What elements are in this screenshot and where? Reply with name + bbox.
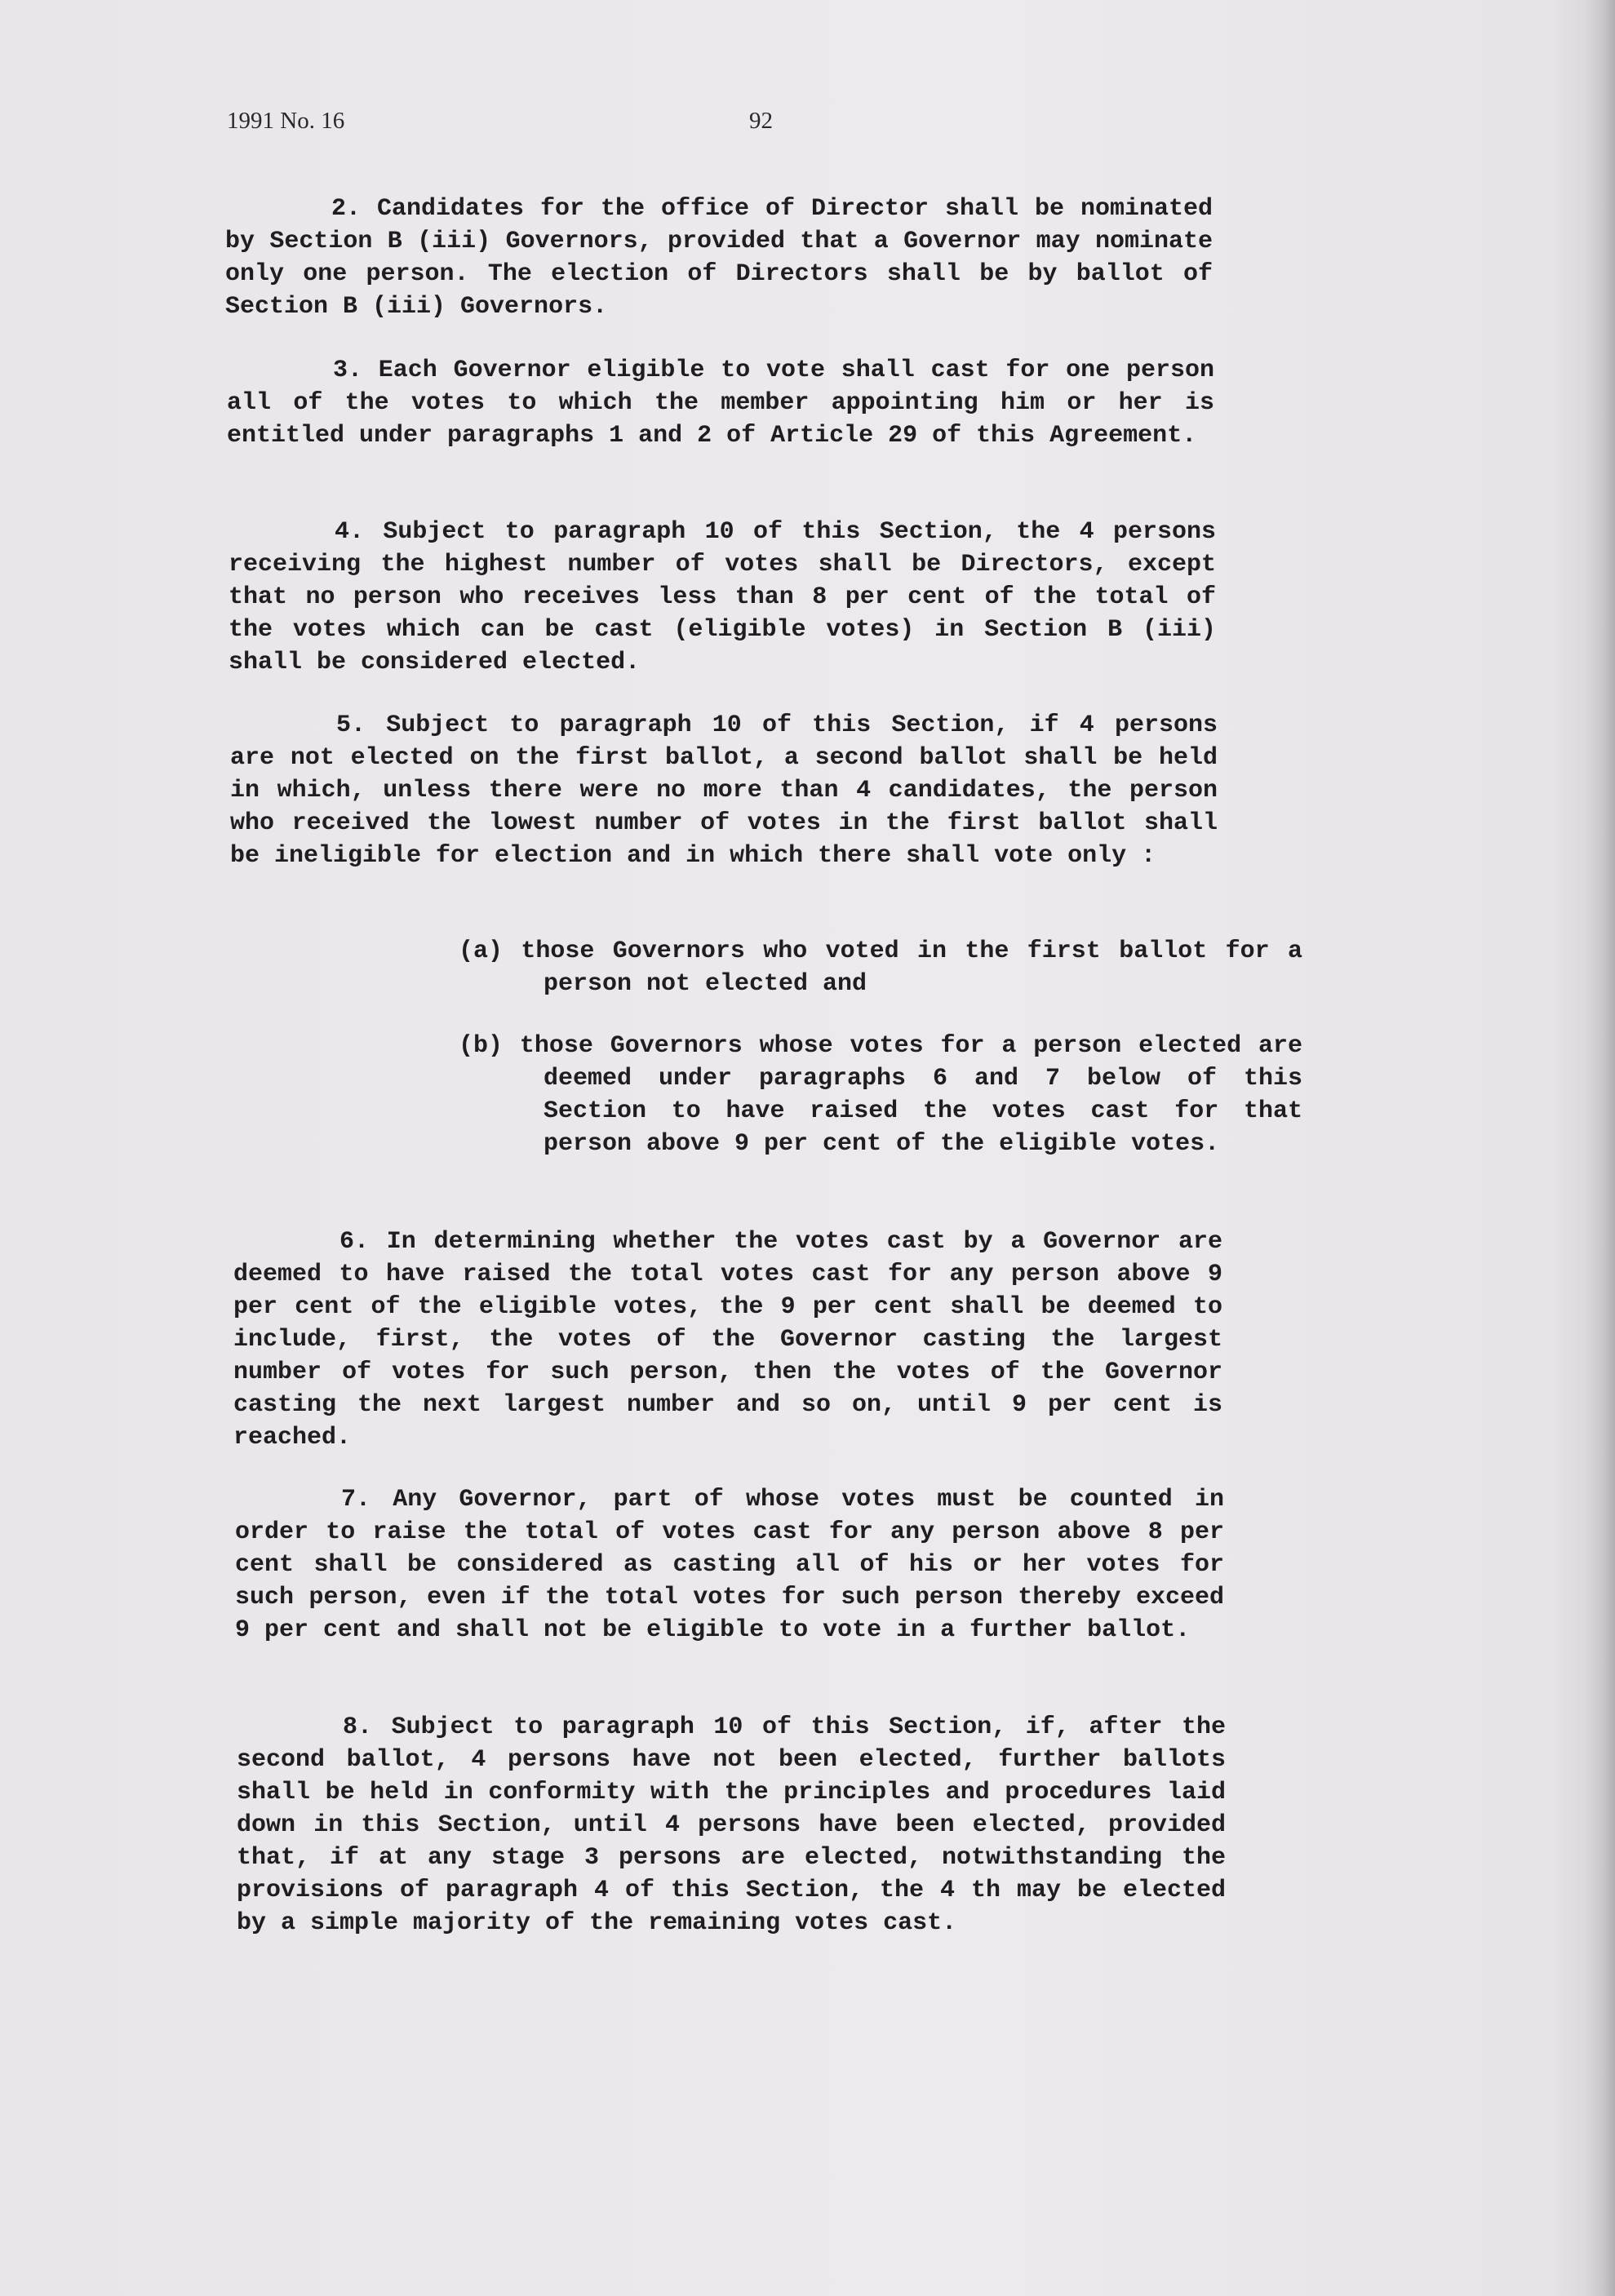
paragraph-5-item-b: (b) those Governors whose votes for a person elected are deemed under paragraphs 6 and 7 below of this Section to have raised the votes cast for that person above 9 per cent of the eligible votes.	[459, 1032, 1302, 1158]
page-edge-shadow	[1584, 0, 1615, 2296]
paragraph-5-item-a: (a) those Governors who voted in the first ballot for a person not elected and	[459, 937, 1302, 998]
page-number: 92	[749, 108, 773, 134]
paragraph-4: 4. Subject to paragraph 10 of this Section, the 4 persons receiving the highest number of votes shall be Directors, except that no person who receives less than 8 per cent of the total of the votes which can be cast (eligible votes) in Section B (iii) shall be considered elected.	[228, 518, 1216, 676]
paragraph-2: 2. Candidates for the office of Director shall be nominated by Section B (iii) Governors, provided that a Governor may nominate only one person. The election of Directors shall be by ballot of Section B (iii) Governors.	[225, 195, 1213, 321]
paragraph-7: 7. Any Governor, part of whose votes must be counted in order to raise the total of votes cast for any person above 8 per cent shall be considered as casting all of his or her votes for such person, even if the total votes for such person thereby exceed 9 per cent and shall not be eligible to vote in a further ballot.	[235, 1486, 1224, 1644]
paragraph-8: 8. Subject to paragraph 10 of this Section, if, after the second ballot, 4 persons have not been elected, further ballots shall be held in conformity with the principles and procedures laid down in this Section, until 4 persons have been elected, provided that, if at any stage 3 persons are elected, notwithstanding the provisions of paragraph 4 of this Section, the 4 th may be elected by a simple majority of the remaining votes cast.	[237, 1713, 1226, 1937]
paragraph-6: 6. In determining whether the votes cast by a Governor are deemed to have raised the total votes cast for any person above 9 per cent of the eligible votes, the 9 per cent shall be deemed to include, first, the votes of the Governor casting the largest number of votes for such person, then the votes of the Governor casting the next largest number and so on, until 9 per cent is reached.	[233, 1228, 1222, 1452]
document-reference: 1991 No. 16	[227, 108, 345, 134]
paragraph-3: 3. Each Governor eligible to vote shall cast for one person all of the votes to which the member appointing him or her is entitled under paragraphs 1 and 2 of Article 29 of this Agreement.	[227, 357, 1214, 450]
paragraph-5: 5. Subject to paragraph 10 of this Section, if 4 persons are not elected on the first ballot, a second ballot shall be held in which, unless there were no more than 4 candidates, the person who received the lowest number of votes in the first ballot shall be ineligible for election and in which there shall vote only :	[230, 711, 1218, 870]
